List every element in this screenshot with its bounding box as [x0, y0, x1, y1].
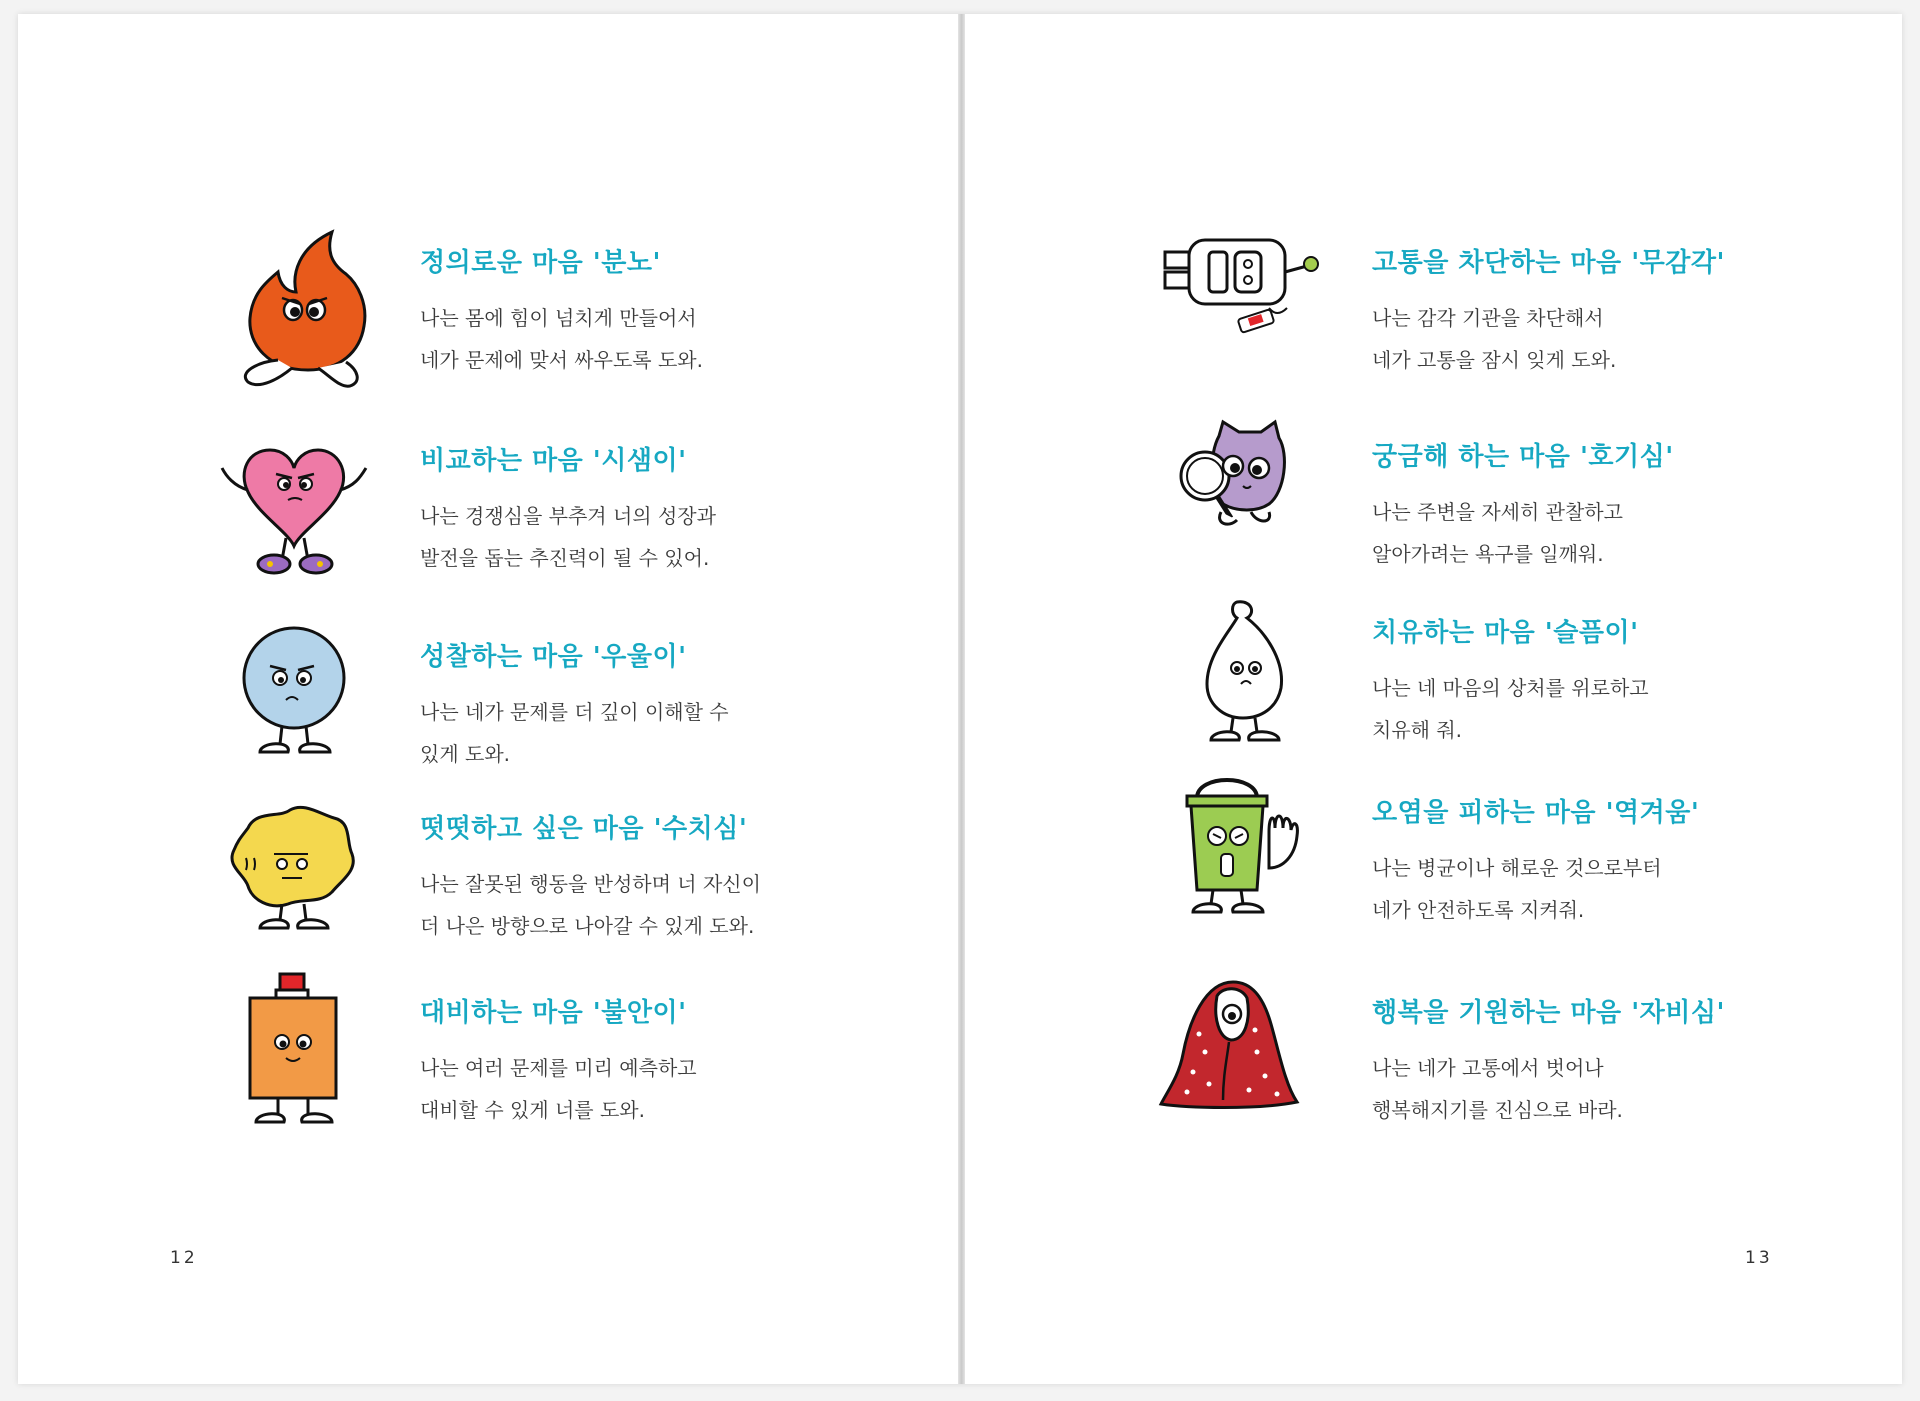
entry-description-line: 나는 네 마음의 상처를 위로하고 — [1372, 676, 1649, 700]
book-spread — [18, 14, 1902, 1384]
entry-description-line: 네가 안전하도록 지켜줘. — [1372, 898, 1585, 922]
entry-description-line: 나는 병균이나 해로운 것으로부터 — [1372, 856, 1662, 880]
shame-blob-character — [208, 788, 408, 958]
anger-flame-character — [208, 222, 408, 392]
entry-description-line: 나는 잘못된 행동을 반성하며 너 자신이 — [420, 872, 761, 896]
entry-description-line: 행복해지기를 진심으로 바라. — [1372, 1098, 1623, 1122]
entry-shame — [208, 788, 1028, 958]
entry-jealousy — [208, 420, 1028, 590]
entry-melancholy — [208, 616, 1028, 786]
compassion-cloak-character — [1157, 972, 1357, 1142]
entry-description-line: 나는 경쟁심을 부추겨 너의 성장과 — [420, 504, 716, 528]
entry-description-line: 치유해 줘. — [1372, 718, 1462, 742]
entry-title: 떳떳하고 싶은 마음 '수치심' — [420, 814, 748, 844]
entry-title: 행복을 기원하는 마음 '자비심' — [1372, 998, 1725, 1028]
left-page — [18, 14, 958, 1384]
entry-description-line: 나는 여러 문제를 미리 예측하고 — [420, 1056, 697, 1080]
entry-anger — [208, 222, 1028, 392]
entry-title: 대비하는 마음 '불안이' — [420, 998, 687, 1028]
entry-sorrow — [1157, 592, 1920, 762]
entry-compassion — [1157, 972, 1920, 1142]
entry-description-line: 발전을 돕는 추진력이 될 수 있어. — [420, 546, 710, 570]
entry-disgust — [1157, 772, 1920, 942]
entry-description-line: 있게 도와. — [420, 742, 510, 766]
right-page — [965, 14, 1902, 1384]
page-number: 13 — [1745, 1248, 1773, 1268]
disgust-bucket-character — [1157, 772, 1357, 942]
entry-title: 고통을 차단하는 마음 '무감각' — [1372, 248, 1725, 278]
entry-description-line: 나는 몸에 힘이 넘치게 만들어서 — [420, 306, 697, 330]
entry-description-line: 네가 문제에 맞서 싸우도록 도와. — [420, 348, 703, 372]
entry-description-line: 대비할 수 있게 너를 도와. — [420, 1098, 645, 1122]
entry-title: 정의로운 마음 '분노' — [420, 248, 661, 278]
jealousy-heart-character — [208, 420, 408, 590]
entry-anxiety — [208, 972, 1028, 1142]
entry-title: 성찰하는 마음 '우울이' — [420, 642, 687, 672]
sorrow-teardrop-character — [1157, 592, 1357, 762]
entry-title: 오염을 피하는 마음 '역겨움' — [1372, 798, 1700, 828]
melancholy-ball-character — [208, 616, 408, 786]
entry-description-line: 나는 감각 기관을 차단해서 — [1372, 306, 1604, 330]
entry-description-line: 더 나은 방향으로 나아갈 수 있게 도와. — [420, 914, 755, 938]
entry-description-line: 나는 네가 문제를 더 깊이 이해할 수 — [420, 700, 729, 724]
entry-title: 치유하는 마음 '슬픔이' — [1372, 618, 1639, 648]
entry-curiosity — [1157, 416, 1920, 586]
entry-description-line: 나는 네가 고통에서 벗어나 — [1372, 1056, 1604, 1080]
entry-title: 궁금해 하는 마음 '호기심' — [1372, 442, 1674, 472]
numbness-device-character — [1157, 222, 1357, 392]
curiosity-cat-character — [1157, 416, 1357, 586]
entry-description-line: 알아가려는 욕구를 일깨워. — [1372, 542, 1604, 566]
page-number: 12 — [170, 1248, 198, 1268]
entry-numbness — [1157, 222, 1920, 392]
entry-description-line: 나는 주변을 자세히 관찰하고 — [1372, 500, 1623, 524]
anxiety-box-character — [208, 972, 408, 1142]
entry-description-line: 네가 고통을 잠시 잊게 도와. — [1372, 348, 1617, 372]
entry-title: 비교하는 마음 '시샘이' — [420, 446, 687, 476]
